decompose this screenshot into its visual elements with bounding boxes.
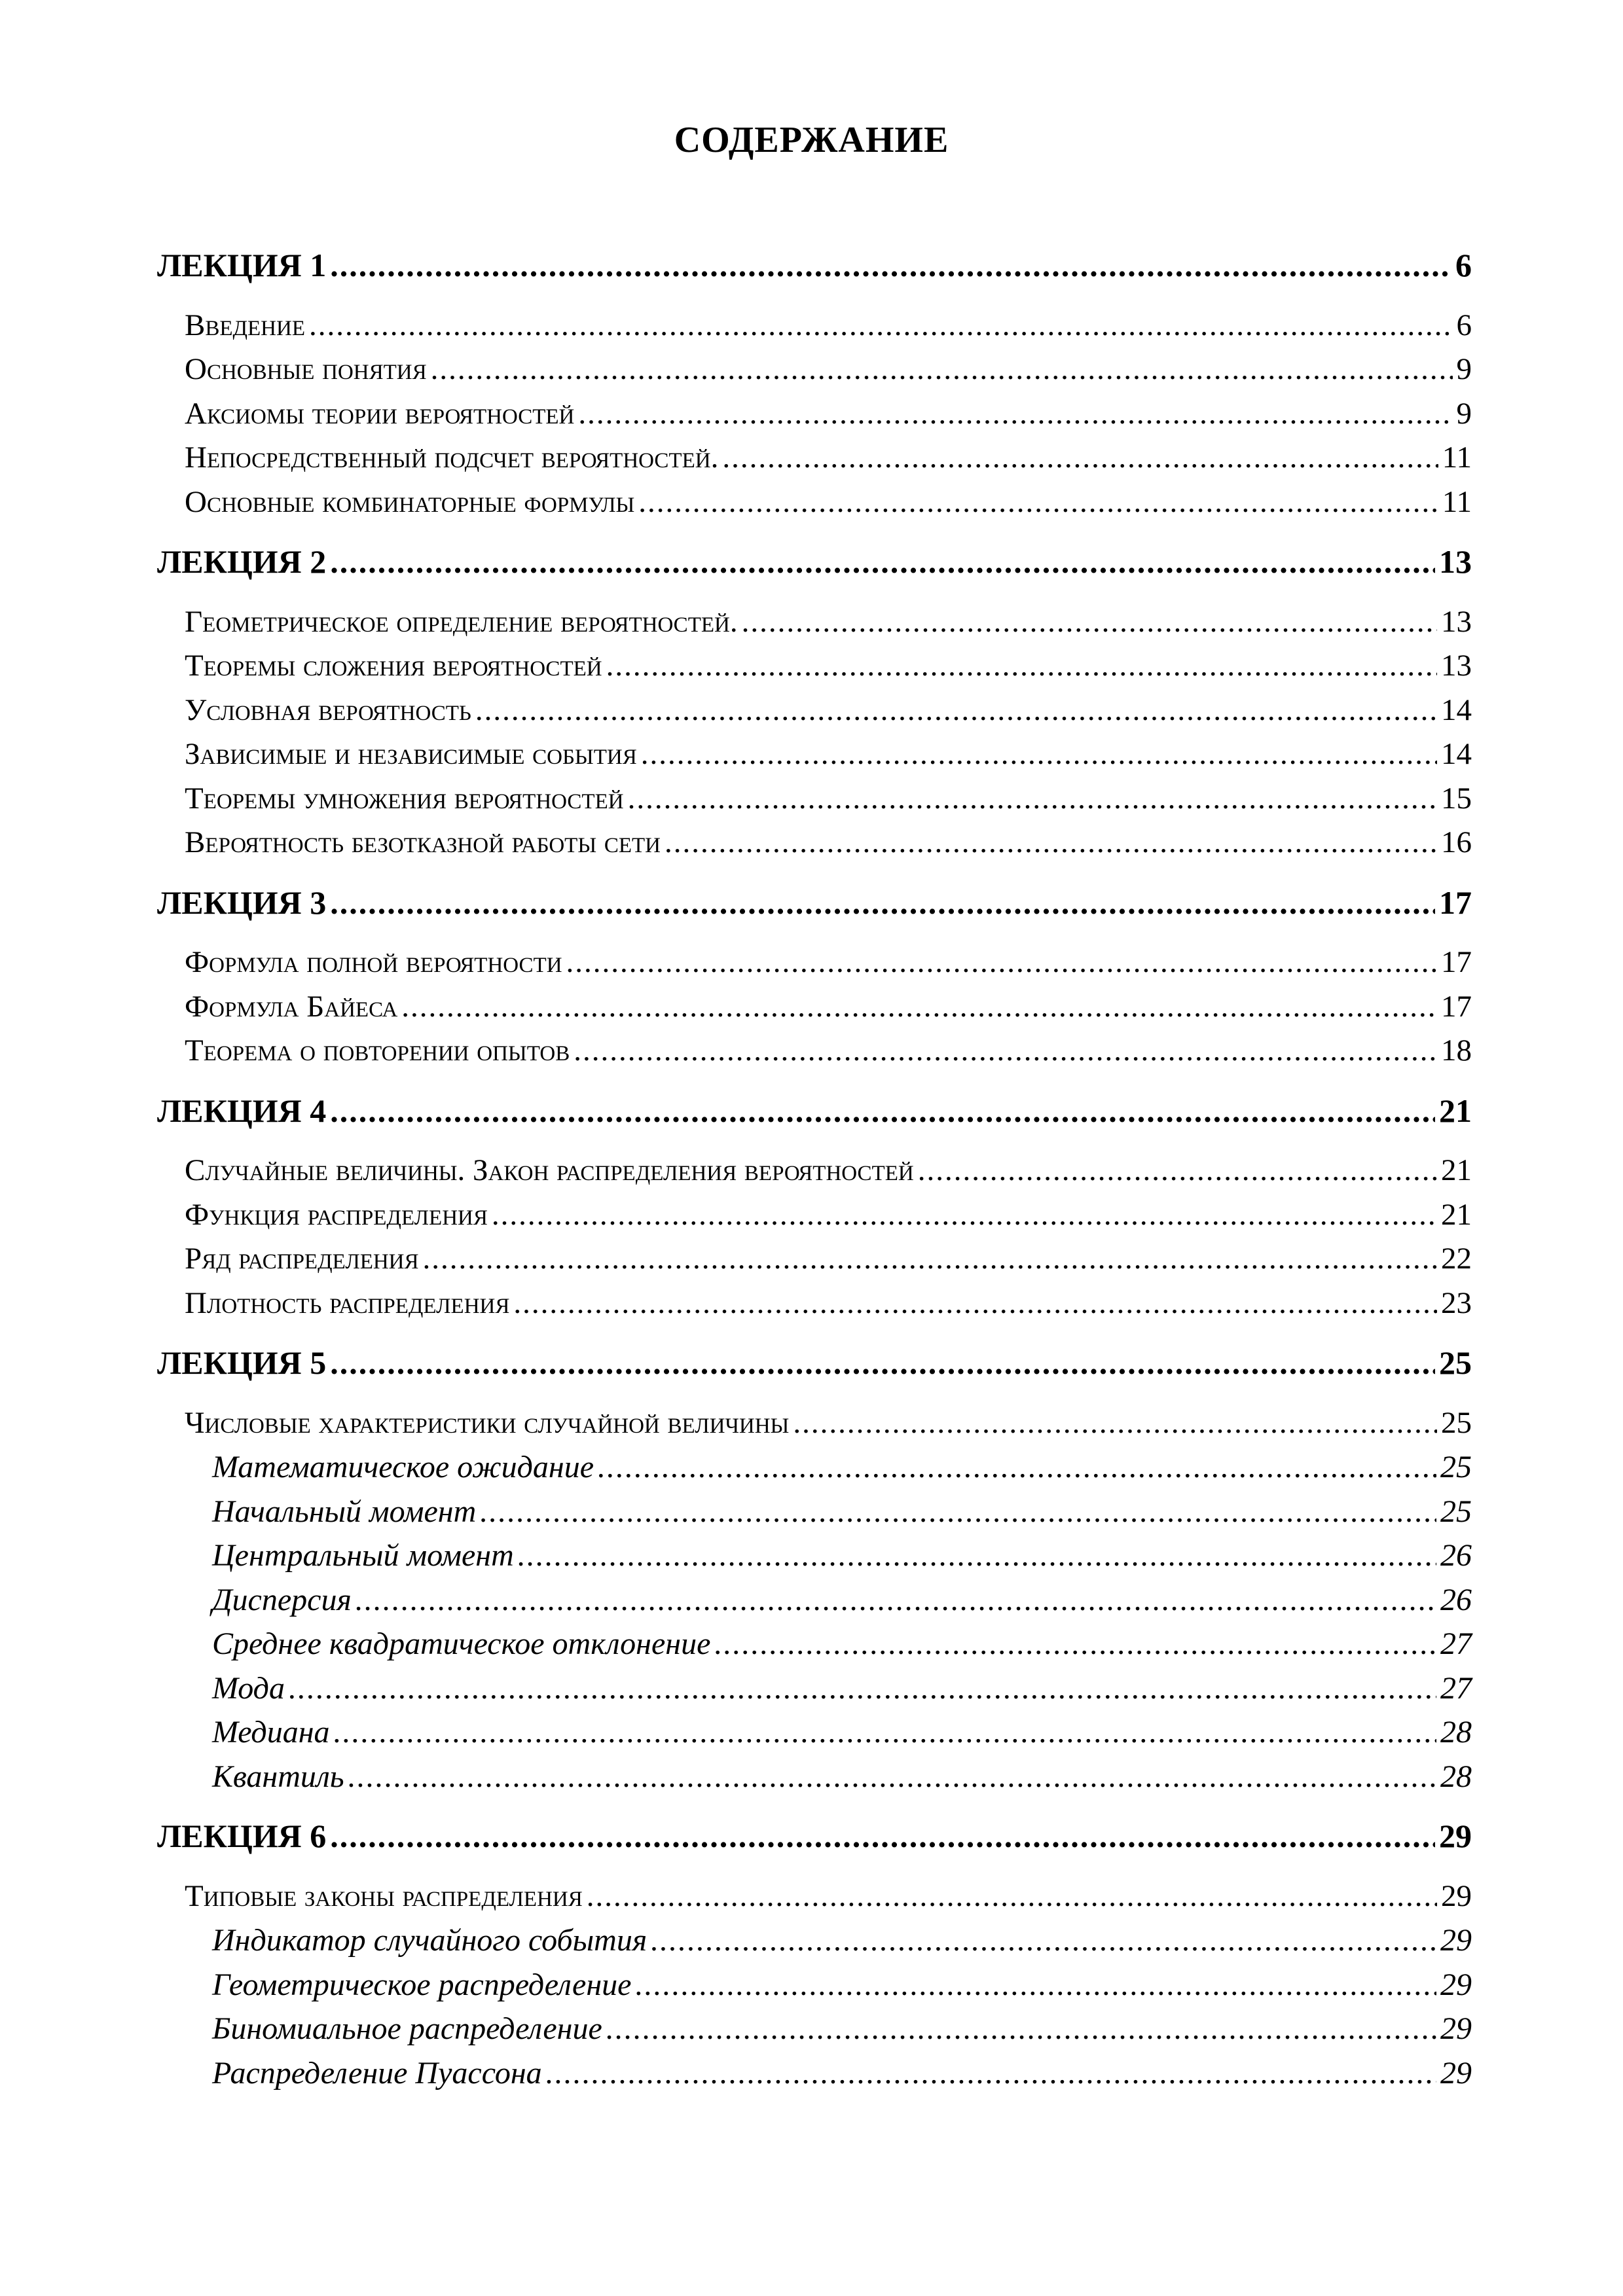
toc-dot-leader	[330, 881, 1435, 925]
toc-dot-leader	[546, 2051, 1436, 2096]
toc-dot-leader	[518, 1534, 1436, 1578]
toc-entry-title: Типовые законы распределения	[185, 1878, 583, 1913]
toc-subsection-entry[interactable]	[157, 2051, 1472, 2096]
toc-entry-title: Среднее квадратическое отклонение	[212, 1626, 711, 1661]
toc-dot-leader	[289, 1666, 1436, 1711]
toc-entry-page-number: 17	[1439, 884, 1472, 921]
toc-entry-page-number: 11	[1442, 440, 1472, 475]
toc-entry-page-number: 29	[1439, 1818, 1472, 1854]
toc-subsection-entry[interactable]	[157, 1534, 1472, 1578]
toc-entry-title: Дисперсия	[212, 1582, 352, 1617]
toc-entry-page-number: 29	[1441, 1878, 1472, 1913]
toc-entry-title: Математическое ожидание	[212, 1450, 594, 1484]
toc-entry-page-number: 9	[1456, 352, 1472, 386]
toc-entry-title: Основные понятия	[185, 352, 427, 386]
toc-lecture-entry[interactable]	[157, 1341, 1472, 1386]
toc-entry-page-number: 26	[1440, 1582, 1472, 1617]
toc-dot-leader	[334, 1710, 1436, 1755]
toc-entry-page-number: 13	[1439, 543, 1472, 580]
toc-entry-page-number: 28	[1440, 1715, 1472, 1749]
toc-subsection-entry[interactable]	[157, 1490, 1472, 1534]
toc-entry-page-number: 18	[1441, 1033, 1472, 1067]
toc-entry-title: Случайные величины. Закон распределения вероятностей	[185, 1153, 914, 1187]
toc-entry-title: Распределение Пуассона	[212, 2055, 542, 2090]
toc-dot-leader	[480, 1490, 1436, 1534]
toc-entry-title: Ряд распределения	[185, 1242, 419, 1276]
toc-dot-leader	[578, 392, 1452, 437]
toc-subsection-entry[interactable]	[157, 1918, 1472, 1963]
toc-entry-title: Плотность распределения	[185, 1285, 510, 1320]
toc-entry-title: Индикатор случайного события	[212, 1923, 647, 1958]
toc-subsection-entry[interactable]	[157, 1622, 1472, 1666]
toc-lecture-entry[interactable]	[157, 540, 1472, 584]
toc-entry-title: Основные комбинаторные формулы	[185, 484, 635, 519]
toc-dot-leader	[587, 1874, 1437, 1919]
toc-entry-title: Медиана	[212, 1715, 330, 1749]
toc-entry-title: ЛЕКЦИЯ 6	[157, 1818, 327, 1854]
toc-entry-page-number: 22	[1441, 1242, 1472, 1276]
toc-subsection-entry[interactable]	[157, 1963, 1472, 2007]
toc-dot-leader	[606, 2007, 1436, 2051]
toc-dot-leader	[330, 1089, 1435, 1134]
toc-entry-title: Квантиль	[212, 1759, 344, 1794]
toc-entry-title: Теоремы сложения вероятностей	[185, 649, 602, 683]
toc-dot-leader	[722, 436, 1438, 480]
toc-dot-leader	[635, 1963, 1436, 2007]
toc-entry-title: Введение	[185, 308, 306, 342]
toc-dot-leader	[665, 821, 1437, 865]
toc-section-entry[interactable]	[157, 436, 1472, 480]
toc-section-entry[interactable]	[157, 1282, 1472, 1326]
toc-section-entry[interactable]	[157, 1029, 1472, 1073]
toc-dot-leader	[574, 1029, 1437, 1073]
toc-dot-leader	[638, 480, 1438, 525]
toc-entry-page-number: 23	[1441, 1285, 1472, 1320]
toc-section-entry[interactable]	[157, 689, 1472, 733]
toc-section-entry[interactable]	[157, 1149, 1472, 1193]
toc-entry-title: Мода	[212, 1670, 285, 1706]
toc-entry-page-number: 16	[1441, 825, 1472, 859]
toc-entry-title: Аксиомы теории вероятностей	[185, 396, 575, 431]
toc-entry-title: ЛЕКЦИЯ 4	[157, 1092, 327, 1129]
toc-entry-page-number: 21	[1441, 1153, 1472, 1187]
toc-entry-page-number: 14	[1441, 737, 1472, 771]
toc-dot-leader	[598, 1445, 1436, 1490]
toc-entry-title: Непосредственный подсчет вероятностей.	[185, 440, 719, 475]
toc-entry-page-number: 17	[1441, 945, 1472, 979]
page-title: СОДЕРЖАНИЕ	[674, 120, 949, 160]
toc-lecture-entry[interactable]	[157, 1089, 1472, 1134]
toc-section-entry[interactable]	[157, 1401, 1472, 1446]
toc-entry-title: Условная вероятность	[185, 692, 471, 727]
toc-entry-title: Зависимые и независимые события	[185, 737, 637, 771]
toc-dot-leader	[330, 243, 1451, 288]
toc-section-entry[interactable]	[157, 732, 1472, 777]
toc-entry-title: ЛЕКЦИЯ 1	[157, 247, 327, 283]
toc-entry-title: Центральный момент	[212, 1538, 514, 1573]
toc-entry-title: Геометрическое распределение	[212, 1967, 632, 2002]
toc-section-entry[interactable]	[157, 1237, 1472, 1282]
toc-entry-page-number: 29	[1440, 1967, 1472, 2002]
toc-dot-leader	[475, 689, 1437, 733]
toc-entry-page-number: 25	[1440, 1450, 1472, 1484]
toc-dot-leader	[641, 732, 1437, 777]
toc-section-entry[interactable]	[157, 644, 1472, 689]
toc-entry-page-number: 15	[1441, 781, 1472, 816]
toc-subsection-entry[interactable]	[157, 2007, 1472, 2051]
toc-entry-title: ЛЕКЦИЯ 5	[157, 1344, 327, 1381]
toc-dot-leader	[628, 777, 1437, 821]
toc-dot-leader	[714, 1622, 1436, 1666]
toc-entry-page-number: 9	[1456, 396, 1472, 431]
toc-dot-leader	[401, 985, 1437, 1030]
toc-dot-leader	[742, 600, 1437, 645]
toc-entry-page-number: 26	[1440, 1538, 1472, 1573]
toc-entry-page-number: 17	[1441, 989, 1472, 1024]
table-of-contents	[157, 243, 1472, 2095]
toc-entry-page-number: 29	[1440, 1923, 1472, 1958]
toc-entry-page-number: 13	[1441, 649, 1472, 683]
toc-entry-title: Геометрическое определение вероятностей.	[185, 604, 738, 639]
toc-entry-title: Вероятность безотказной работы сети	[185, 825, 661, 859]
toc-dot-leader	[606, 644, 1437, 689]
toc-section-entry[interactable]	[157, 985, 1472, 1030]
toc-dot-leader	[513, 1282, 1437, 1326]
toc-dot-leader	[330, 1341, 1435, 1386]
toc-section-entry[interactable]	[157, 480, 1472, 525]
toc-section-entry[interactable]	[157, 821, 1472, 865]
toc-entry-page-number: 25	[1441, 1405, 1472, 1440]
toc-section-entry[interactable]	[157, 304, 1472, 348]
toc-entry-page-number: 29	[1440, 2055, 1472, 2090]
toc-subsection-entry[interactable]	[157, 1710, 1472, 1755]
toc-entry-page-number: 13	[1441, 604, 1472, 639]
toc-lecture-entry[interactable]	[157, 243, 1472, 288]
toc-subsection-entry[interactable]	[157, 1578, 1472, 1623]
toc-entry-title: Теоремы умножения вероятностей	[185, 781, 624, 816]
toc-entry-title: ЛЕКЦИЯ 2	[157, 543, 327, 580]
toc-entry-page-number: 25	[1440, 1494, 1472, 1529]
toc-section-entry[interactable]	[157, 348, 1472, 392]
toc-entry-page-number: 27	[1440, 1670, 1472, 1706]
toc-entry-page-number: 28	[1440, 1759, 1472, 1794]
toc-dot-leader	[348, 1755, 1436, 1799]
toc-entry-page-number: 21	[1441, 1197, 1472, 1232]
toc-section-entry[interactable]	[157, 1874, 1472, 1919]
toc-entry-page-number: 25	[1439, 1344, 1472, 1381]
toc-entry-page-number: 6	[1455, 247, 1472, 283]
toc-subsection-entry[interactable]	[157, 1755, 1472, 1799]
toc-entry-title: Формула полной вероятности	[185, 945, 562, 979]
toc-section-entry[interactable]	[157, 941, 1472, 985]
toc-subsection-entry[interactable]	[157, 1666, 1472, 1711]
toc-section-entry[interactable]	[157, 777, 1472, 821]
toc-entry-page-number: 27	[1440, 1626, 1472, 1661]
toc-dot-leader	[356, 1578, 1436, 1623]
toc-dot-leader	[431, 348, 1453, 392]
toc-entry-page-number: 6	[1456, 308, 1472, 342]
toc-lecture-entry[interactable]	[157, 1814, 1472, 1859]
toc-dot-leader	[793, 1401, 1437, 1446]
toc-dot-leader	[330, 540, 1435, 584]
toc-section-entry[interactable]	[157, 600, 1472, 645]
toc-dot-leader	[918, 1149, 1437, 1193]
toc-dot-leader	[330, 1814, 1435, 1859]
toc-dot-leader	[566, 941, 1437, 985]
toc-entry-title: Числовые характеристики случайной величины	[185, 1405, 790, 1440]
toc-entry-page-number: 14	[1441, 692, 1472, 727]
toc-entry-title: Функция распределения	[185, 1197, 488, 1232]
toc-section-entry[interactable]	[157, 1193, 1472, 1238]
toc-dot-leader	[492, 1193, 1437, 1238]
toc-entry-page-number: 11	[1442, 484, 1472, 519]
toc-entry-page-number: 29	[1440, 2011, 1472, 2046]
toc-entry-title: Начальный момент	[212, 1494, 477, 1529]
toc-subsection-entry[interactable]	[157, 1445, 1472, 1490]
toc-dot-leader	[309, 304, 1452, 348]
toc-lecture-entry[interactable]	[157, 881, 1472, 925]
toc-entry-title: Формула Байеса	[185, 989, 398, 1024]
toc-entry-page-number: 21	[1439, 1092, 1472, 1129]
toc-section-entry[interactable]	[157, 392, 1472, 437]
toc-entry-title: Теорема о повторении опытов	[185, 1033, 570, 1067]
toc-dot-leader	[423, 1237, 1437, 1282]
toc-dot-leader	[651, 1918, 1436, 1963]
toc-entry-title: Биномиальное распределение	[212, 2011, 602, 2046]
toc-entry-title: ЛЕКЦИЯ 3	[157, 884, 327, 921]
